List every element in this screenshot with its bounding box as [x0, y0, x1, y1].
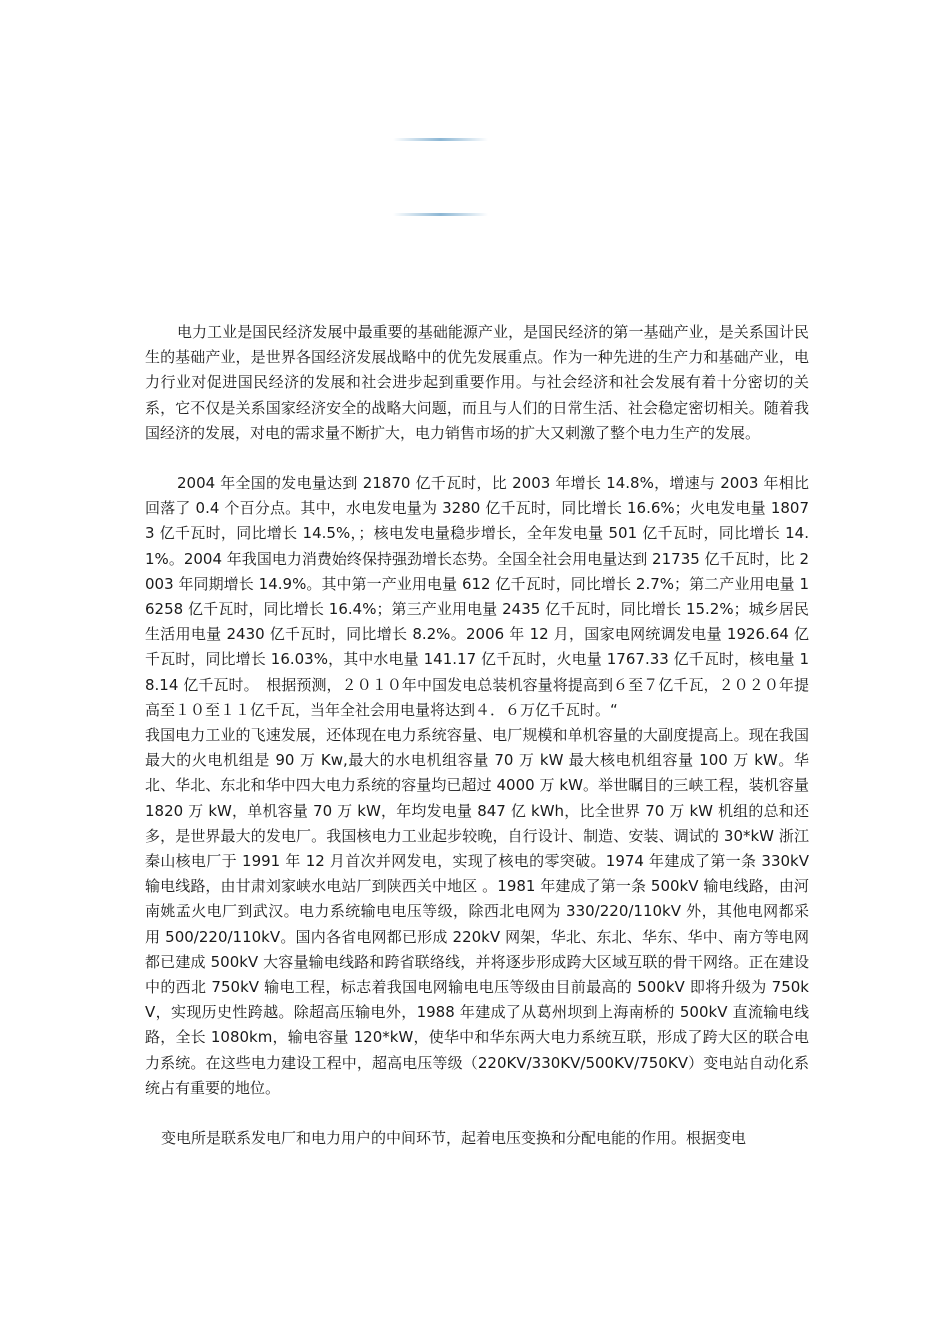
decorative-rule-top [393, 138, 488, 141]
document-body [145, 320, 809, 1151]
paragraph-substation-intro: 变电所是联系发电厂和电力用户的中间环节，起着电压变换和分配电能的作用。根据变电 [161, 1129, 747, 1148]
paragraph-grid-development: 我国电力工业的飞速发展，还体现在电力系统容量、电厂规模和单机容量的大副度提高上。现在我国最大的火电机组是 90 万 Kw,最大的水电机组容量 70 万 kW 最大核电机组容量 100 万 kW。华北、华北、东北和华中四大电力系统的容量均已超过 4000 万 kW。举世瞩目的三峡工程，装机容量 1820 万 kW，单机容量 70 万 kW，年均发电量 847 亿 kWh，比全世界 70 万 kW 机组的总和还多，是世界最大的发电厂。我国核电力工业起步较晚，自行设计、制造、安装、调试的 30*kW 浙江秦山核电厂于 1991 年 12 月首次并网发电，实现了核电的零突破。1974 年建成了第一条 330kV 输电线路，由甘肃刘家峡水电站厂到陕西关中地区 。1981 年建成了第一条 500kV 输电线路，由河南姚孟火电厂到武汉。电力系统输电电压等级，除西北电网为 330/220/110kV 外，其他电网都采用 500/220/110kV。国内各省电网都已形成 220kV 网架，华北、东北、华东、华中、南方等电网都已建成 500kV 大容量输电线路和跨省联络线，并将逐步形成跨大区域互联的骨干网络。正在建设中的西北 750kV 输电工程，标志着我国电网输电电压等级由目前最高的 500kV 即将升级为 750kV，实现历史性跨越。除超高压输电外，1988 年建成了从葛州坝到上海南桥的 500kV 直流输电线路，全长 1080km，输电容量 120*kW，使华中和华东两大电力系统互联，形成了跨大区的联合电力系统。在这些电力建设工程中，超高电压等级（220KV/330KV/500KV/750KV）变电站自动化系统占有重要的地位。 [145, 726, 810, 1097]
decorative-rule-bottom [393, 213, 488, 216]
paragraph-generation-statistics: 2004 年全国的发电量达到 21870 亿千瓦时，比 2003 年增长 14.8%，增速与 2003 年相比回落了 0.4 个百分点。其中，水电发电量为 3280 亿千瓦时，同比增长 16.6%；火电发电量 18073 亿千瓦时，同比增长 14.5%，；核电发电量稳步增长，全年发电量 501 亿千瓦时，同比增长 14.1%。2004 年我国电力消费始终保持强劲增长态势。全国全社会用电量达到 21735 亿千瓦时，比 2003 年同期增长 14.9%。其中第一产业用电量 612 亿千瓦时，同比增长 2.7%；第二产业用电量 16258 亿千瓦时，同比增长 16.4%；第三产业用电量 2435 亿千瓦时，同比增长 15.2%；城乡居民生活用电量 2430 亿千瓦时，同比增长 8.2%。2006 年 12 月，国家电网统调发电量 1926.64 亿千瓦时，同比增长 16.03%，其中水电量 141.17 亿千瓦时，火电量 1767.33 亿千瓦时，核电量 18.14 亿千瓦时。 根据预测，２０１０年中国发电总装机容量将提高到６至７亿千瓦，２０２０年提高至１０至１１亿千瓦，当年全社会用电量将达到４．６万亿千瓦时。“ [145, 474, 809, 719]
paragraph-power-industry-intro: 电力工业是国民经济发展中最重要的基础能源产业，是国民经济的第一基础产业，是关系国计民生的基础产业，是世界各国经济发展战略中的优先发展重点。作为一种先进的生产力和基础产业，电力行业对促进国民经济的发展和社会进步起到重要作用。与社会经济和社会发展有着十分密切的关系，它不仅是关系国家经济安全的战略大问题，而且与人们的日常生活、社会稳定密切相关。随着我国经济的发展，对电的需求量不断扩大，电力销售市场的扩大又刺激了整个电力生产的发展。 [145, 323, 809, 442]
